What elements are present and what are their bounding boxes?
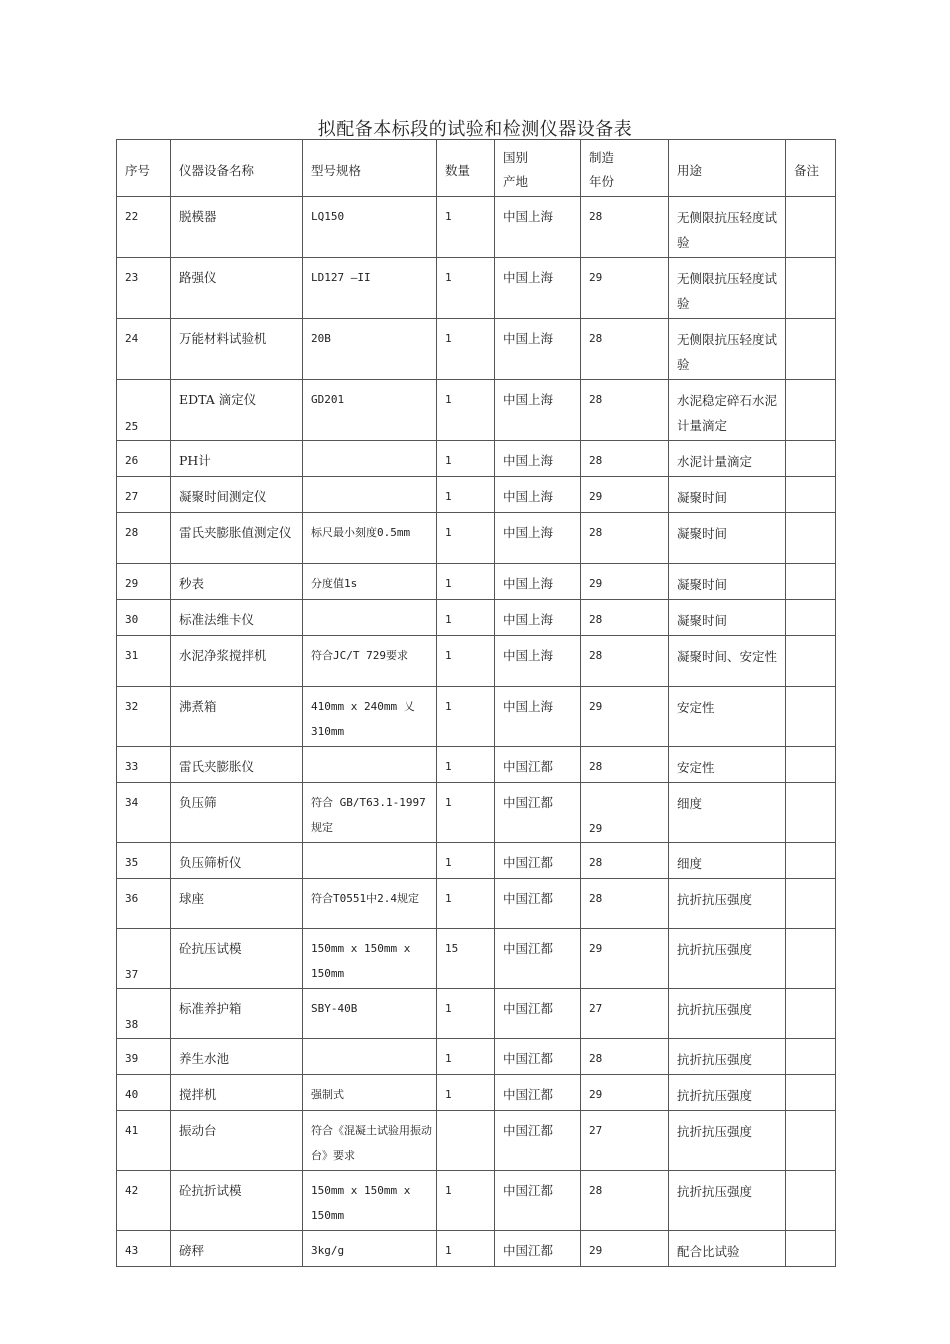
usage-cell: 抗折抗压强度 xyxy=(669,929,786,989)
usage-cell: 安定性 xyxy=(669,747,786,783)
year-cell: 28 xyxy=(581,843,669,879)
year-cell: 28 xyxy=(581,380,669,441)
origin-cell: 中国上海 xyxy=(495,197,581,258)
remark-cell xyxy=(786,1039,836,1075)
qty-cell: 1 xyxy=(437,1039,495,1075)
origin-cell: 中国江都 xyxy=(495,783,581,843)
model-cell xyxy=(303,1039,437,1075)
seq-cell: 25 xyxy=(117,380,171,441)
table-row xyxy=(117,1171,836,1231)
qty-cell: 1 xyxy=(437,687,495,747)
origin-cell: 中国江都 xyxy=(495,1039,581,1075)
origin-cell: 中国江都 xyxy=(495,989,581,1039)
header-row xyxy=(117,140,836,197)
year-cell: 29 xyxy=(581,929,669,989)
header-cell: 仪器设备名称 xyxy=(171,140,303,197)
model-cell: 分度值1s xyxy=(303,564,437,600)
name-cell: 负压筛析仪 xyxy=(171,843,303,879)
seq-cell: 36 xyxy=(117,879,171,929)
usage-cell: 抗折抗压强度 xyxy=(669,1111,786,1171)
remark-cell xyxy=(786,989,836,1039)
remark-cell xyxy=(786,477,836,513)
model-cell: GD201 xyxy=(303,380,437,441)
qty-cell: 1 xyxy=(437,600,495,636)
remark-cell xyxy=(786,564,836,600)
model-cell xyxy=(303,843,437,879)
name-cell: EDTA 滴定仪 xyxy=(171,380,303,441)
table-row xyxy=(117,258,836,319)
header-cell: 国别 产地 xyxy=(495,140,581,197)
usage-cell: 凝聚时间、安定性 xyxy=(669,636,786,687)
model-cell: 符合 GB/T63.1-1997规定 xyxy=(303,783,437,843)
seq-cell: 23 xyxy=(117,258,171,319)
year-cell: 29 xyxy=(581,477,669,513)
remark-cell xyxy=(786,258,836,319)
origin-cell: 中国上海 xyxy=(495,319,581,380)
origin-cell: 中国上海 xyxy=(495,258,581,319)
usage-cell: 无侧限抗压轻度试验 xyxy=(669,197,786,258)
qty-cell: 1 xyxy=(437,747,495,783)
table-body xyxy=(117,197,836,1267)
qty-cell xyxy=(437,1111,495,1171)
table-row xyxy=(117,441,836,477)
table-row xyxy=(117,1075,836,1111)
seq-cell: 33 xyxy=(117,747,171,783)
table-row xyxy=(117,783,836,843)
usage-cell: 细度 xyxy=(669,783,786,843)
qty-cell: 1 xyxy=(437,843,495,879)
qty-cell: 1 xyxy=(437,258,495,319)
remark-cell xyxy=(786,1231,836,1267)
qty-cell: 1 xyxy=(437,441,495,477)
year-cell: 28 xyxy=(581,197,669,258)
usage-cell: 抗折抗压强度 xyxy=(669,1039,786,1075)
model-cell xyxy=(303,477,437,513)
remark-cell xyxy=(786,687,836,747)
seq-cell: 22 xyxy=(117,197,171,258)
seq-cell: 37 xyxy=(117,929,171,989)
usage-cell: 凝聚时间 xyxy=(669,600,786,636)
origin-cell: 中国江都 xyxy=(495,1111,581,1171)
seq-cell: 26 xyxy=(117,441,171,477)
seq-cell: 34 xyxy=(117,783,171,843)
qty-cell: 1 xyxy=(437,380,495,441)
table-row xyxy=(117,879,836,929)
origin-cell: 中国上海 xyxy=(495,636,581,687)
year-cell: 28 xyxy=(581,879,669,929)
origin-cell: 中国上海 xyxy=(495,564,581,600)
usage-cell: 凝聚时间 xyxy=(669,564,786,600)
table-row xyxy=(117,1039,836,1075)
table-row xyxy=(117,843,836,879)
remark-cell xyxy=(786,783,836,843)
name-cell: 搅拌机 xyxy=(171,1075,303,1111)
name-cell: 水泥净浆搅拌机 xyxy=(171,636,303,687)
table-row xyxy=(117,600,836,636)
name-cell: 雷氏夹膨胀仪 xyxy=(171,747,303,783)
year-cell: 28 xyxy=(581,319,669,380)
table-row xyxy=(117,929,836,989)
name-cell: 路强仪 xyxy=(171,258,303,319)
qty-cell: 15 xyxy=(437,929,495,989)
table-row xyxy=(117,380,836,441)
table-row xyxy=(117,1231,836,1267)
qty-cell: 1 xyxy=(437,636,495,687)
usage-cell: 无侧限抗压轻度试验 xyxy=(669,319,786,380)
qty-cell: 1 xyxy=(437,989,495,1039)
model-cell: 150mm x 150mm x 150mm xyxy=(303,929,437,989)
usage-cell: 凝聚时间 xyxy=(669,513,786,564)
qty-cell: 1 xyxy=(437,783,495,843)
usage-cell: 抗折抗压强度 xyxy=(669,879,786,929)
remark-cell xyxy=(786,197,836,258)
origin-cell: 中国江都 xyxy=(495,1231,581,1267)
seq-cell: 31 xyxy=(117,636,171,687)
origin-cell: 中国上海 xyxy=(495,380,581,441)
usage-cell: 抗折抗压强度 xyxy=(669,1171,786,1231)
table-row xyxy=(117,564,836,600)
seq-cell: 32 xyxy=(117,687,171,747)
table-row xyxy=(117,319,836,380)
name-cell: 养生水池 xyxy=(171,1039,303,1075)
usage-cell: 安定性 xyxy=(669,687,786,747)
table-row xyxy=(117,197,836,258)
year-cell: 28 xyxy=(581,1171,669,1231)
name-cell: PH计 xyxy=(171,441,303,477)
qty-cell: 1 xyxy=(437,477,495,513)
model-cell: SBY-40B xyxy=(303,989,437,1039)
origin-cell: 中国江都 xyxy=(495,929,581,989)
model-cell: 符合T0551中2.4规定 xyxy=(303,879,437,929)
name-cell: 脱模器 xyxy=(171,197,303,258)
year-cell: 29 xyxy=(581,783,669,843)
year-cell: 29 xyxy=(581,564,669,600)
name-cell: 雷氏夹膨胀值测定仪 xyxy=(171,513,303,564)
seq-cell: 42 xyxy=(117,1171,171,1231)
year-cell: 28 xyxy=(581,441,669,477)
model-cell: 符合JC/T 729要求 xyxy=(303,636,437,687)
model-cell: LQ150 xyxy=(303,197,437,258)
usage-cell: 水泥稳定碎石水泥计量滴定 xyxy=(669,380,786,441)
model-cell: 3kg/g xyxy=(303,1231,437,1267)
name-cell: 磅秤 xyxy=(171,1231,303,1267)
name-cell: 凝聚时间测定仪 xyxy=(171,477,303,513)
seq-cell: 27 xyxy=(117,477,171,513)
year-cell: 29 xyxy=(581,1075,669,1111)
table-row xyxy=(117,636,836,687)
remark-cell xyxy=(786,1111,836,1171)
seq-cell: 41 xyxy=(117,1111,171,1171)
name-cell: 沸煮箱 xyxy=(171,687,303,747)
origin-cell: 中国上海 xyxy=(495,600,581,636)
remark-cell xyxy=(786,879,836,929)
seq-cell: 28 xyxy=(117,513,171,564)
name-cell: 振动台 xyxy=(171,1111,303,1171)
origin-cell: 中国上海 xyxy=(495,687,581,747)
year-cell: 29 xyxy=(581,1231,669,1267)
table-header xyxy=(117,140,836,197)
usage-cell: 水泥计量滴定 xyxy=(669,441,786,477)
seq-cell: 39 xyxy=(117,1039,171,1075)
remark-cell xyxy=(786,1075,836,1111)
remark-cell xyxy=(786,319,836,380)
name-cell: 标准法维卡仪 xyxy=(171,600,303,636)
table-row xyxy=(117,747,836,783)
qty-cell: 1 xyxy=(437,879,495,929)
remark-cell xyxy=(786,513,836,564)
remark-cell xyxy=(786,600,836,636)
usage-cell: 配合比试验 xyxy=(669,1231,786,1267)
year-cell: 27 xyxy=(581,1111,669,1171)
qty-cell: 1 xyxy=(437,1171,495,1231)
qty-cell: 1 xyxy=(437,1075,495,1111)
table-row xyxy=(117,513,836,564)
usage-cell: 无侧限抗压轻度试验 xyxy=(669,258,786,319)
remark-cell xyxy=(786,843,836,879)
origin-cell: 中国江都 xyxy=(495,747,581,783)
seq-cell: 29 xyxy=(117,564,171,600)
table-row xyxy=(117,989,836,1039)
name-cell: 秒表 xyxy=(171,564,303,600)
name-cell: 标准养护箱 xyxy=(171,989,303,1039)
header-cell: 制造 年份 xyxy=(581,140,669,197)
model-cell: 符合《混凝土试验用振动台》要求 xyxy=(303,1111,437,1171)
model-cell: 强制式 xyxy=(303,1075,437,1111)
seq-cell: 43 xyxy=(117,1231,171,1267)
remark-cell xyxy=(786,1171,836,1231)
remark-cell xyxy=(786,636,836,687)
year-cell: 28 xyxy=(581,747,669,783)
qty-cell: 1 xyxy=(437,319,495,380)
header-cell: 型号规格 xyxy=(303,140,437,197)
header-cell: 用途 xyxy=(669,140,786,197)
model-cell: 150mm x 150mm x 150mm xyxy=(303,1171,437,1231)
name-cell: 砼抗压试模 xyxy=(171,929,303,989)
qty-cell: 1 xyxy=(437,197,495,258)
remark-cell xyxy=(786,929,836,989)
year-cell: 28 xyxy=(581,600,669,636)
model-cell: LD127 —II xyxy=(303,258,437,319)
table-row xyxy=(117,477,836,513)
seq-cell: 38 xyxy=(117,989,171,1039)
model-cell: 410mm x 240mm 乂 310mm xyxy=(303,687,437,747)
qty-cell: 1 xyxy=(437,1231,495,1267)
year-cell: 29 xyxy=(581,687,669,747)
seq-cell: 30 xyxy=(117,600,171,636)
year-cell: 28 xyxy=(581,513,669,564)
equipment-table xyxy=(116,139,836,1267)
seq-cell: 40 xyxy=(117,1075,171,1111)
remark-cell xyxy=(786,380,836,441)
name-cell: 球座 xyxy=(171,879,303,929)
origin-cell: 中国江都 xyxy=(495,879,581,929)
origin-cell: 中国江都 xyxy=(495,1171,581,1231)
usage-cell: 细度 xyxy=(669,843,786,879)
qty-cell: 1 xyxy=(437,564,495,600)
seq-cell: 35 xyxy=(117,843,171,879)
name-cell: 万能材料试验机 xyxy=(171,319,303,380)
year-cell: 28 xyxy=(581,1039,669,1075)
name-cell: 负压筛 xyxy=(171,783,303,843)
usage-cell: 抗折抗压强度 xyxy=(669,989,786,1039)
origin-cell: 中国上海 xyxy=(495,513,581,564)
usage-cell: 凝聚时间 xyxy=(669,477,786,513)
remark-cell xyxy=(786,747,836,783)
model-cell xyxy=(303,600,437,636)
usage-cell: 抗折抗压强度 xyxy=(669,1075,786,1111)
origin-cell: 中国上海 xyxy=(495,477,581,513)
year-cell: 27 xyxy=(581,989,669,1039)
origin-cell: 中国江都 xyxy=(495,1075,581,1111)
header-cell: 序号 xyxy=(117,140,171,197)
model-cell: 20B xyxy=(303,319,437,380)
table-row xyxy=(117,1111,836,1171)
seq-cell: 24 xyxy=(117,319,171,380)
model-cell xyxy=(303,441,437,477)
name-cell: 砼抗折试模 xyxy=(171,1171,303,1231)
page-title: 拟配备本标段的试验和检测仪器设备表 xyxy=(317,119,633,140)
model-cell: 标尺最小刻度0.5mm xyxy=(303,513,437,564)
header-cell: 数量 xyxy=(437,140,495,197)
table-row xyxy=(117,687,836,747)
qty-cell: 1 xyxy=(437,513,495,564)
year-cell: 28 xyxy=(581,636,669,687)
model-cell xyxy=(303,747,437,783)
year-cell: 29 xyxy=(581,258,669,319)
remark-cell xyxy=(786,441,836,477)
origin-cell: 中国江都 xyxy=(495,843,581,879)
header-cell: 备注 xyxy=(786,140,836,197)
origin-cell: 中国上海 xyxy=(495,441,581,477)
